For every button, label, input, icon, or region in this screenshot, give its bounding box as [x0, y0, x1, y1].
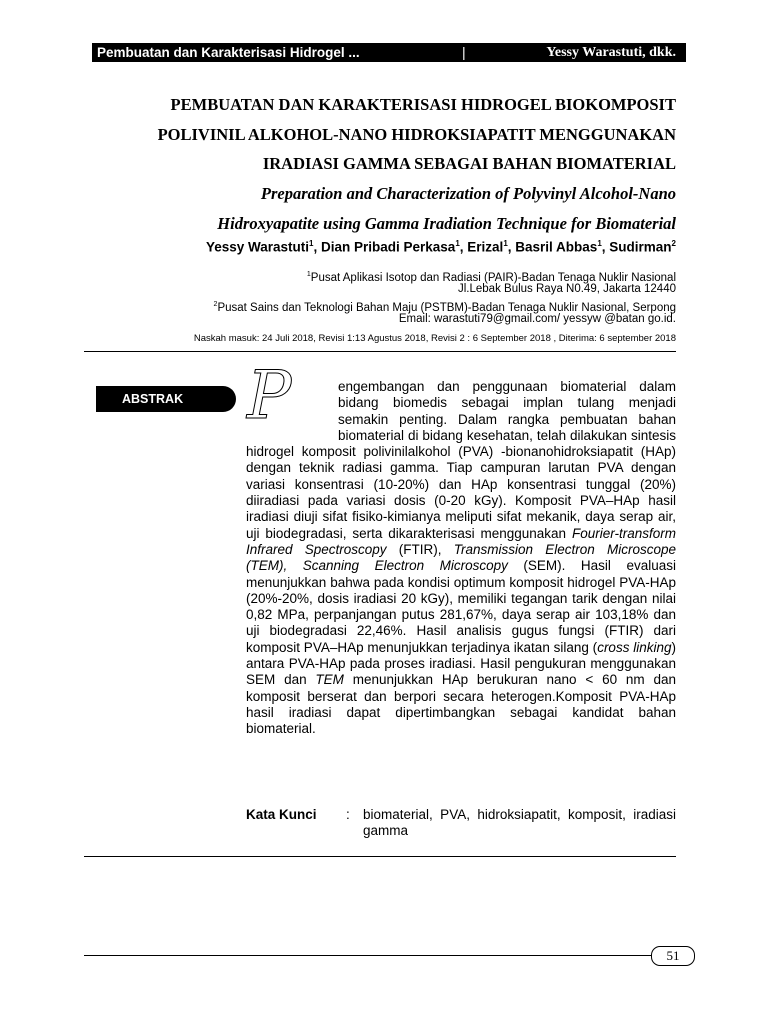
paper-title	[80, 90, 676, 179]
author-separator: ,	[313, 239, 321, 255]
author-name: Erizal	[467, 239, 504, 255]
abstract-text: engembangan dan penggunaan biomaterial dalam bidang biomedis sebagai implan tulang menjadi semakin penting. Dalam rangka pembuatan bahan biomaterial di bidang kesehatan, telah dilakukan sintesis hidrogel komposit polivinilalkohol (PVA) -bionanohidroksiapatit (HAp) dengan teknik radiasi gamma. Tiap campuran larutan PVA dengan variasi konsentrasi (10-20%) dan HAp konsentrasi tunggal (20%) diiradiasi pada variasi dosis (0-20 kGy). Komposit PVA–HAp hasil iradiasi diuji sifat fisiko-kimianya meliputi sifat mekanik, daya serap air, uji biodegradasi, serta dikarakterisasi menggunakan	[246, 379, 676, 541]
page-number: 51	[651, 946, 695, 966]
dropcap-letter: P	[247, 357, 292, 434]
author-affil-mark: 2	[671, 239, 676, 248]
keywords-text: biomaterial, PVA, hidroksiapatit, komposit, iradiasi gamma	[363, 807, 676, 839]
corresponding-email: Email: warastuti79@gmail.com/ yessyw @batan go.id.	[398, 313, 676, 325]
keywords-label: Kata Kunci	[246, 807, 317, 822]
affil-mark: 1	[306, 271, 311, 278]
abstract-text: (FTIR),	[386, 541, 454, 557]
affil-text: Pusat Sains dan Teknologi Bahan Maju (PSTBM)-Badan Tenaga Nuklir Nasional, Serpong	[217, 301, 676, 314]
author-affil-mark: 1	[503, 239, 508, 248]
abstract-text: (SEM). Hasil evaluasi menunjukkan bahwa pada kondisi optimum komposit hidrogel PVA-HAp (20%-20%, dosis iradiasi 20 kGy), memiliki tegangan tarik dengan nilai 0,82 MPa, perpanjangan putus 281,67%, daya serap air 103,18% dan uji biodegradasi 22,46%. Hasil analisis gugus fungsi (FTIR) dari komposit PVA–HAp menunjukkan terjadinya ikatan silang (	[246, 558, 676, 655]
abstract-label: ABSTRAK	[96, 386, 236, 412]
abstract-text-italic: cross linking	[597, 639, 672, 655]
keywords-colon: :	[346, 807, 350, 822]
header-authors: Yessy Warastuti, dkk.	[546, 45, 676, 60]
author-affil-mark: 1	[455, 239, 460, 248]
abstract-body	[246, 379, 676, 738]
author-affil-mark: 1	[309, 239, 314, 248]
divider-top	[84, 351, 676, 352]
affil-mark: 2	[213, 301, 218, 308]
abstract-text-italic: Fourier-transform Infrared Spectroscopy	[246, 525, 676, 557]
author-separator: ,	[459, 239, 468, 255]
author-list	[80, 239, 676, 255]
author-name: Sudirman	[609, 239, 672, 255]
abstract-text: ) antara PVA-HAp pada proses iradiasi. Hasil pengukuran menggunakan SEM dan	[246, 639, 677, 688]
abstract-text-italic: TEM	[315, 672, 344, 688]
title-line: IRADIASI GAMMA SEBAGAI BAHAN BIOMATERIAL	[262, 154, 676, 173]
author-separator: ,	[507, 239, 516, 255]
running-header	[92, 43, 686, 62]
author-name: Dian Pribadi Perkasa	[320, 239, 456, 255]
author-name: Yessy Warastuti	[205, 239, 310, 255]
affil-text: Pusat Aplikasi Isotop dan Radiasi (PAIR)-Badan Tenaga Nuklir Nasional	[310, 271, 676, 284]
header-short-title: Pembuatan dan Karakterisasi Hidrogel ...	[97, 45, 360, 60]
divider-bottom	[84, 856, 676, 857]
author-affil-mark: 1	[597, 239, 602, 248]
paper-subtitle	[80, 179, 676, 238]
subtitle-line: Preparation and Characterization of Polyvinyl Alcohol-Nano	[260, 184, 676, 203]
footer-line	[84, 955, 651, 956]
dropcap-space	[246, 379, 338, 444]
affiliation-1-address: Jl.Lebak Bulus Raya N0.49, Jakarta 12440	[458, 283, 676, 295]
abstract-text-italic: Transmission Electron Microscope (TEM), Scanning Electron Microscopy	[246, 541, 676, 574]
abstract-text: menunjukkan HAp berukuran nano < 60 nm dan komposit berserat dan berpori secara heterogen.Komposit PVA-HAp hasil iradiasi dapat dipertimbangkan sebagai kandidat bahan biomaterial.	[246, 672, 677, 737]
title-line: PEMBUATAN DAN KARAKTERISASI HIDROGEL BIOKOMPOSIT	[170, 95, 676, 114]
title-line: POLIVINIL ALKOHOL-NANO HIDROKSIAPATIT MENGGUNAKAN	[157, 124, 676, 144]
author-separator: ,	[601, 239, 610, 255]
manuscript-dates: Naskah masuk: 24 Juli 2018, Revisi 1:13 Agustus 2018, Revisi 2 : 6 September 2018 , Diterima: 6 september 2018	[193, 333, 676, 344]
subtitle-line: Hidroxyapatite using Gamma Iradiation Technique for Biomaterial	[217, 213, 676, 233]
author-name: Basril Abbas	[515, 239, 598, 255]
header-separator: |	[462, 44, 466, 60]
